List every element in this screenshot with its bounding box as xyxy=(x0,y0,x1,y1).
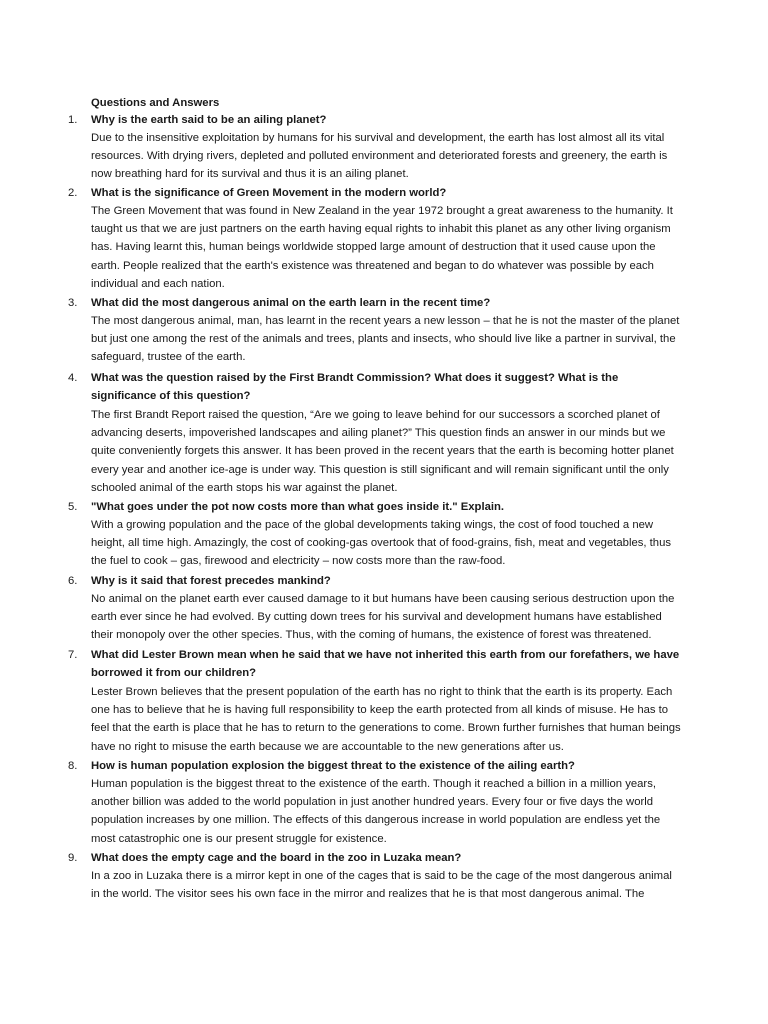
answer-text: The most dangerous animal, man, has learnt in the recent years a new lesson – that he is not the master of the planet but just one among the rest of the animals and trees, plants and insects, who should live like a partner in survival, the safeguard, trustee of the earth. xyxy=(91,315,680,364)
question-text: Why is it said that forest precedes mankind? xyxy=(91,575,331,587)
item-number: 2. xyxy=(68,187,78,199)
item-number: 5. xyxy=(68,501,78,513)
question-text: What did Lester Brown mean when he said that we have not inherited this earth from our forefathers, we have borrowed it from our children? xyxy=(91,649,680,680)
question-text: What does the empty cage and the board in the zoo in Luzaka mean? xyxy=(91,852,462,864)
question-text: "What goes under the pot now costs more than what goes inside it." Explain. xyxy=(91,501,505,513)
question-text: What did the most dangerous animal on the earth learn in the recent time? xyxy=(91,297,491,309)
question-text: How is human population explosion the biggest threat to the existence of the ailing earth? xyxy=(91,760,575,772)
answer-text: Human population is the biggest threat to the existence of the earth. Though it reached a billion in a million years, another billion was added to the world population in just another hundred years. Every four or five days the world population increases by one million. The effects of this dangerous increase in world population are endless yet the most catastrophic one is our present struggle for existence. xyxy=(91,778,661,845)
document-heading: Questions and Answers xyxy=(91,97,220,109)
item-number: 1. xyxy=(68,114,78,126)
answer-text: Due to the insensitive exploitation by humans for his survival and development, the earth has lost almost all its vital resources. With drying rivers, depleted and polluted environment and deteriorated forests and greenery, the earth is now breathing hard for its survival and thus it is an ailing planet. xyxy=(91,132,668,181)
answer-text: Lester Brown believes that the present population of the earth has no right to think that the earth is its property. Each one has to believe that he is having full responsibility to keep the earth protected from all kinds of misuse. He has to feel that the earth is place that he has to return to the generations to come. Brown further furnishes that human beings have no right to misuse the earth because we are accountable to the new generations after us. xyxy=(91,686,681,753)
item-number: 6. xyxy=(68,575,78,587)
answer-text: The first Brandt Report raised the question, “Are we going to leave behind for our successors a scorched planet of advancing deserts, impoverished landscapes and ailing planet?” This question finds an answer in our minds but we quite conveniently forgets this answer. It has been proved in the recent years that the earth is becoming hotter planet every year and another ice-age is under way. This question is still significant and will remain significant until the only schooled animal of the earth stops his war against the planet. xyxy=(91,409,674,494)
item-number: 7. xyxy=(68,649,78,661)
answer-text: The Green Movement that was found in New Zealand in the year 1972 brought a great awareness to the humanity. It taught us that we are just partners on the earth having equal rights to inhabit this planet as any other living organism has. Having learnt this, human beings worldwide stopped large amount of destruction that it used cause upon the earth. People realized that the earth's existence was threatened and began to do whatever was possible by each individual and each nation. xyxy=(91,205,673,290)
item-number: 3. xyxy=(68,297,78,309)
answer-text: No animal on the planet earth ever caused damage to it but humans have been causing serious destruction upon the earth ever since he had evolved. By cutting down trees for his survival and development humans have established their monopoly over the other species. Thus, with the coming of humans, the existence of forest was threatened. xyxy=(91,593,675,642)
item-number: 4. xyxy=(68,372,78,384)
question-text: What was the question raised by the First Brandt Commission? What does it suggest? What is the significance of this question? xyxy=(91,372,619,403)
question-text: Why is the earth said to be an ailing planet? xyxy=(91,114,327,126)
item-number: 8. xyxy=(68,760,78,772)
answer-text: In a zoo in Luzaka there is a mirror kept in one of the cages that is said to be the cage of the most dangerous animal in the world. The visitor sees his own face in the mirror and realizes that he is that most dangerous animal. The xyxy=(91,870,672,901)
answer-text: With a growing population and the pace of the global developments taking wings, the cost of food touched a new height, all time high. Amazingly, the cost of cooking-gas overtook that of food-grains, fish, meat and vegetables, thus the fuel to cook – gas, firewood and electricity – now costs more than the raw-food. xyxy=(91,519,672,568)
item-number: 9. xyxy=(68,852,78,864)
question-text: What is the significance of Green Movement in the modern world? xyxy=(91,187,447,199)
